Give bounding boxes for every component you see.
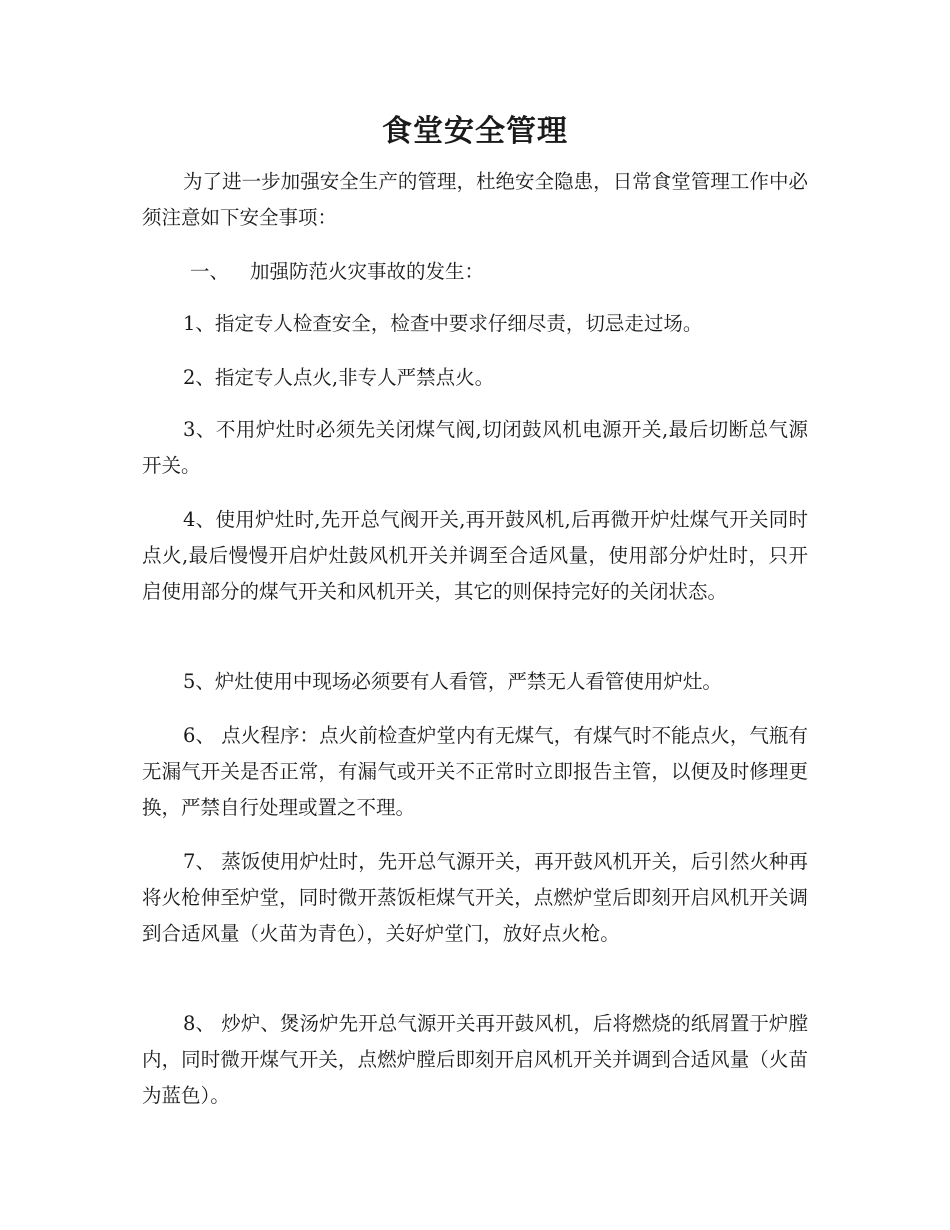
list-item-5: 5、炉灶使用中现场必须要有人看管，严禁无人看管使用炉灶。 [183,670,722,693]
document-title: 食堂安全管理 [382,114,568,149]
list-item-4: 4、使用炉灶时,先开总气阀开关,再开鼓风机,后再微开炉灶煤气开关同时点火,最后慢慢开启炉灶鼓风机开关并调至合适风量，使用部分炉灶时，只开启使用部分的煤气开关和风机开关，其它的则保持完好的关闭状态。 [142,508,808,603]
list-item-8: 8、 炒炉、煲汤炉先开总气源开关再开鼓风机，后将燃烧的纸屑置于炉膛内，同时微开煤气开关，点燃炉膛后即刻开启风机开关并调到合适风量（火苗为蓝色）。 [142,1012,808,1107]
section-title: 加强防范火灾事故的发生： [250,260,485,283]
list-item-2: 2、指定专人点火,非专人严禁点火。 [183,366,495,389]
section-heading [190,254,484,290]
list-item-3: 3、不用炉灶时必须先关闭煤气阀,切闭鼓风机电源开关,最后切断总气源开关。 [142,418,808,477]
list-item-7: 7、 蒸饭使用炉灶时，先开总气源开关，再开鼓风机开关，后引然火种再将火枪伸至炉堂，同时微开蒸饭柜煤气开关，点燃炉堂后即刻开启风机开关调到合适风量（火苗为青色），关好炉堂门，放好点火枪。 [142,850,808,945]
list-item-1: 1、指定专人检查安全，检查中要求仔细尽责，切忌走过场。 [183,312,703,335]
list-item-6: 6、 点火程序：点火前检查炉堂内有无煤气，有煤气时不能点火，气瓶有无漏气开关是否正常，有漏气或开关不正常时立即报告主管，以便及时修理更换，严禁自行处理或置之不理。 [142,724,808,819]
section-number: 一、 [190,260,230,283]
intro-paragraph: 为了进一步加强安全生产的管理，杜绝安全隐患，日常食堂管理工作中必须注意如下安全事项： [142,170,808,229]
